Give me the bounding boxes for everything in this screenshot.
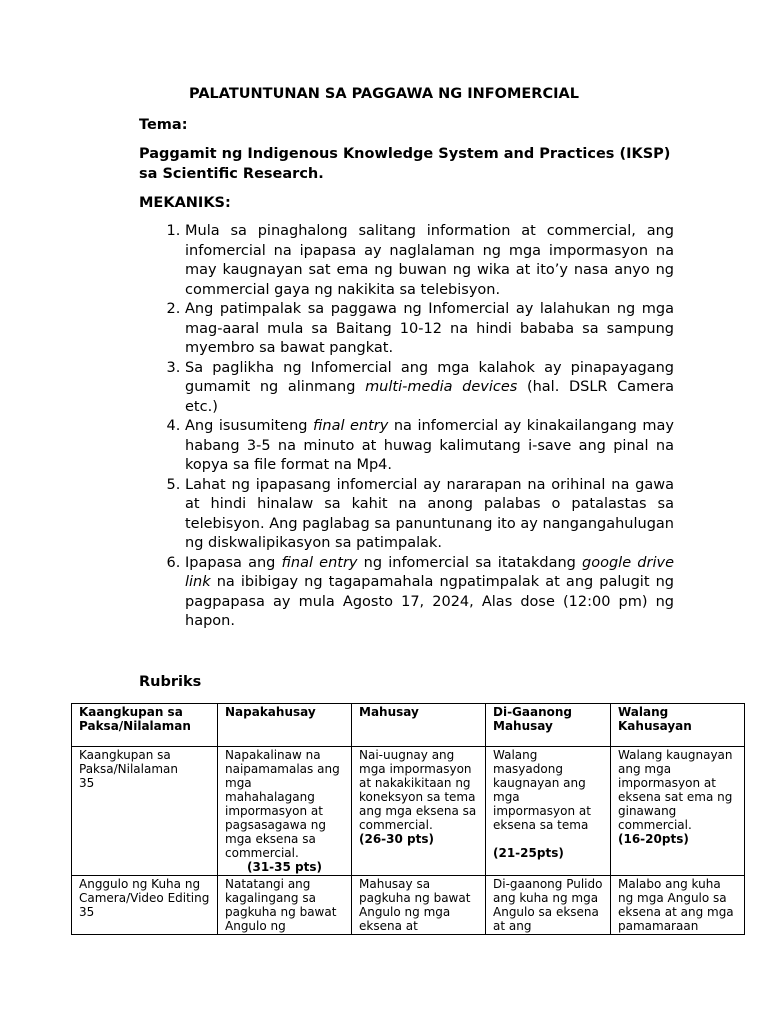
criterion-weight: 35 xyxy=(79,905,95,919)
rubric-header-criterion: Kaangkupan sa Paksa/Nilalaman xyxy=(72,704,218,747)
rubric-header-di-gaanong-mahusay: Di-Gaanong Mahusay xyxy=(486,704,611,747)
mekaniks-item: 2. Ang patimpalak sa paggawa ng Infomercial ay lalahukan ng mga mag-aaral mula sa Baitang 10-12 na hindi bababa sa sampung myembro sa bawat pangkat. xyxy=(185,300,674,359)
mekaniks-item: 3. Sa paglikha ng Infomercial ang mga kalahok ay pinapayagang gumamit ng alinmang multi-media devices (hal. DSLR Camera etc.) xyxy=(185,359,674,418)
criterion-weight: 35 xyxy=(79,776,95,790)
rubric-cell: Walang kaugnayan ang mga impormasyon at eksena sat ema ng ginawang commercial. (16-20pts) xyxy=(611,747,745,876)
points-label: (16-20pts) xyxy=(618,832,689,846)
rubric-criterion-cell xyxy=(72,876,218,935)
document-title: PALATUNTUNAN SA PAGGAWA NG INFOMERCIAL xyxy=(189,86,579,102)
rubric-cell: Walang masyadong kaugnayan ang mga impormasyon at eksena sa tema (21-25pts) xyxy=(486,747,611,876)
rubric-cell: Mahusay sa pagkuha ng bawat Angulo ng mga eksena at xyxy=(352,876,486,935)
points-label: (31-35 pts) xyxy=(247,860,322,874)
mekaniks-item: 4. Ang isusumiteng final entry na infomercial ay kinakailangang may habang 3-5 na minuto at huwag kalimutang i-save ang pinal na kopya sa file format na Mp4. xyxy=(185,417,674,476)
rubric-header-walang-kahusayan: Walang Kahusayan xyxy=(611,704,745,747)
mekaniks-list xyxy=(139,222,674,632)
rubric-row xyxy=(72,747,745,876)
mekaniks-label: MEKANIKS: xyxy=(139,195,231,211)
points-label: (21-25pts) xyxy=(493,846,564,860)
mekaniks-item: 6. Ipapasa ang final entry ng infomercial sa itatakdang google drive link na ibibigay ng tagapamahala ngpatimpalak at ang palugit ng pagpapasa ay mula Agosto 17, 2024, Alas dose (12:00 pm) ng hapon. xyxy=(185,554,674,632)
mekaniks-item: 1. Mula sa pinaghalong salitang information at commercial, ang infomercial na ipapasa ay naglalaman ng mga impormasyon na may kaugnayan sat ema ng buwan ng wika at ito’y nasa anyo ng commercial gaya ng nakikita sa telebisyon. xyxy=(185,222,674,300)
rubric-cell: Natatangi ang kagalingang sa pagkuha ng bawat Angulo ng xyxy=(218,876,352,935)
criterion-name: Kaangkupan sa Paksa/Nilalaman xyxy=(79,748,178,776)
theme-text: Paggamit ng Indigenous Knowledge System and Practices (IKSP) sa Scientific Research. xyxy=(139,146,671,182)
mekaniks-item: 5. Lahat ng ipapasang infomercial ay nararapan na orihinal na gawa at hindi hinalaw sa kahit na anong palabas o patalastas sa telebisyon. Ang paglabag sa panuntunang ito ay nangangahulugan ng diskwalipikasyon sa patimpalak. xyxy=(185,476,674,554)
rubric-cell: Malabo ang kuha ng mga Angulo sa eksena at ang mga pamamaraan xyxy=(611,876,745,935)
rubric-header-napakahusay: Napakahusay xyxy=(218,704,352,747)
points-label: (26-30 pts) xyxy=(359,832,434,846)
rubric-table xyxy=(71,703,745,935)
criterion-name: Anggulo ng Kuha ng Camera/Video Editing xyxy=(79,877,210,905)
rubric-row xyxy=(72,876,745,935)
rubric-cell: Di-gaanong Pulido ang kuha ng mga Angulo sa eksena at ang xyxy=(486,876,611,935)
rubrics-label: Rubriks xyxy=(139,674,202,690)
rubric-cell: Napakalinaw na naipamamalas ang mga mahahalagang impormasyon at pagsasagawa ng mga eksena sa commercial. (31-35 pts) xyxy=(218,747,352,876)
rubric-cell: Nai-uugnay ang mga impormasyon at nakakikitaan ng koneksyon sa tema ang mga eksena sa commercial. (26-30 pts) xyxy=(352,747,486,876)
rubric-header-mahusay: Mahusay xyxy=(352,704,486,747)
rubric-criterion-cell xyxy=(72,747,218,876)
rubric-header-row xyxy=(72,704,745,747)
tema-label: Tema: xyxy=(139,117,188,133)
